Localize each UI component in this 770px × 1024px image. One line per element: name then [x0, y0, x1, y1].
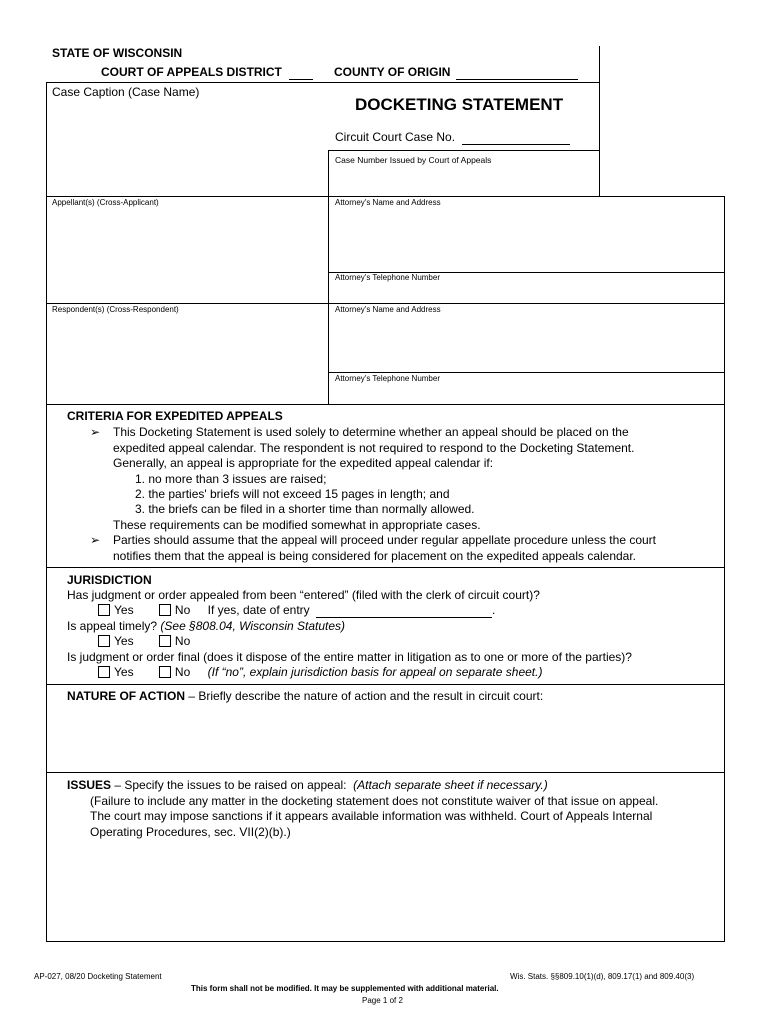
q1-yes-label: Yes	[114, 603, 134, 617]
q2-no-label: No	[174, 634, 191, 648]
respondent-phone-label: Attorney's Telephone Number	[335, 374, 440, 383]
statutes: Wis. Stats. §§809.10(1)(d), 809.17(1) and 809.40(3)	[510, 972, 695, 981]
appeals-case-field[interactable]	[330, 167, 598, 194]
issues-line4: Operating Procedures, sec. VII(2)(b).)	[90, 825, 291, 839]
nature-text: – Briefly describe the nature of action and the result in circuit court:	[185, 689, 544, 703]
criteria-heading: CRITERIA FOR EXPEDITED APPEALS	[67, 409, 283, 423]
circuit-case-field[interactable]	[462, 130, 570, 145]
state-label: STATE OF WISCONSIN	[52, 46, 183, 60]
appellant-phone-field[interactable]	[330, 284, 723, 302]
date-prompt: If yes, date of entry	[207, 603, 310, 617]
q2-yes-label: Yes	[114, 634, 134, 648]
district-row	[101, 65, 313, 80]
jurisdiction-q3-note: (If “no”, explain jurisdiction basis for appeal on separate sheet.)	[207, 665, 543, 679]
footer-notice: This form shall not be modified. It may be supplemented with additional material.	[191, 984, 499, 993]
q2-no-checkbox[interactable]	[159, 635, 171, 647]
jurisdiction-q3: Is judgment or order final (does it dispose of the entire matter in litigation as to one or more of the parties)?	[67, 650, 632, 664]
respondent-field[interactable]	[48, 317, 326, 403]
jurisdiction-q3-answers	[98, 665, 542, 679]
issues-field[interactable]	[48, 842, 723, 939]
jurisdiction-q1: Has judgment or order appealed from been “entered” (filed with the clerk of circuit court)?	[67, 588, 540, 602]
appellant-attorney-field[interactable]	[330, 210, 723, 270]
nature-heading: NATURE OF ACTION	[67, 689, 185, 703]
appeals-case-label: Case Number Issued by Court of Appeals	[335, 155, 492, 165]
nature-top	[46, 684, 725, 685]
issues-row	[67, 778, 548, 792]
district-label: COURT OF APPEALS DISTRICT	[101, 65, 282, 79]
case-caption-field[interactable]	[48, 102, 326, 194]
jurisdiction-q2: Is appeal timely?	[67, 619, 158, 633]
q3-yes-checkbox[interactable]	[98, 666, 110, 678]
right-border	[724, 196, 725, 942]
bullet-arrow-icon: ➢	[90, 425, 101, 439]
q1-no-label: No	[174, 603, 191, 617]
header-rule	[46, 82, 600, 83]
date-of-entry-field[interactable]	[316, 603, 492, 618]
form-id: AP-027, 08/20 Docketing Statement	[34, 972, 162, 981]
respondent-phone-field[interactable]	[330, 385, 723, 403]
page-title: DOCKETING STATEMENT	[355, 95, 564, 114]
respondent-attorney-label: Attorney's Name and Address	[335, 305, 441, 314]
criteria-top	[46, 404, 725, 405]
respondent-top	[46, 303, 725, 304]
appeals-case-top	[328, 150, 600, 151]
county-field[interactable]	[456, 65, 578, 80]
issues-line3: The court may impose sanctions if it appears available information was withheld. Court of Appeals Internal	[90, 809, 653, 823]
county-label: COUNTY OF ORIGIN	[334, 65, 451, 79]
jurisdiction-q1-answers	[98, 603, 495, 618]
q2-yes-checkbox[interactable]	[98, 635, 110, 647]
criteria-bullet1-line3: Generally, an appeal is appropriate for the expedited appeal calendar if:	[113, 456, 494, 470]
q3-no-label: No	[174, 665, 191, 679]
top-right-vertical	[599, 46, 600, 196]
circuit-case-label: Circuit Court Case No.	[335, 130, 456, 144]
appellant-label: Appellant(s) (Cross-Applicant)	[52, 198, 159, 207]
jurisdiction-heading: JURISDICTION	[67, 573, 152, 587]
q1-yes-checkbox[interactable]	[98, 604, 110, 616]
criteria-item-1: 1. no more than 3 issues are raised;	[135, 472, 327, 486]
jurisdiction-top	[46, 567, 725, 568]
district-field[interactable]	[289, 65, 313, 80]
jurisdiction-q2-row	[67, 619, 345, 633]
case-caption-label: Case Caption (Case Name)	[52, 85, 200, 99]
jurisdiction-q2-ref: (See §808.04, Wisconsin Statutes)	[160, 619, 346, 633]
bottom-border	[46, 941, 725, 942]
respondent-attorney-field[interactable]	[330, 317, 723, 370]
q3-yes-label: Yes	[114, 665, 134, 679]
county-row	[334, 65, 578, 80]
bullet-arrow-icon: ➢	[90, 533, 101, 547]
appellant-phone-label: Attorney's Telephone Number	[335, 273, 440, 282]
criteria-bullet2-line1: Parties should assume that the appeal will proceed under regular appellate procedure unless the court	[113, 533, 656, 547]
respondent-phone-rule	[328, 372, 725, 373]
criteria-bullet2-line2: notifies them that the appeal is being considered for placement on the expedited appeals calendar.	[113, 549, 637, 563]
issues-heading: ISSUES	[67, 778, 112, 792]
criteria-bullet1-line2: expedited appeal calendar. The respondent is not required to respond to the Docketing Statement.	[113, 441, 635, 455]
issues-top	[46, 772, 725, 773]
left-border	[46, 82, 47, 942]
nature-field[interactable]	[48, 706, 723, 770]
jurisdiction-q2-answers	[98, 634, 190, 648]
caption-divider	[328, 150, 329, 404]
issues-note: (Attach separate sheet if necessary.)	[353, 778, 548, 792]
date-period: .	[492, 603, 496, 617]
page-number: Page 1 of 2	[362, 996, 403, 1005]
circuit-case-row	[335, 130, 570, 145]
criteria-modify-note: These requirements can be modified somewhat in appropriate cases.	[113, 518, 481, 532]
respondent-label: Respondent(s) (Cross-Respondent)	[52, 305, 179, 314]
q3-no-checkbox[interactable]	[159, 666, 171, 678]
criteria-item-2: 2. the parties' briefs will not exceed 15 pages in length; and	[135, 487, 450, 501]
q1-no-checkbox[interactable]	[159, 604, 171, 616]
criteria-bullet1-line1: This Docketing Statement is used solely to determine whether an appeal should be placed on the	[113, 425, 629, 439]
parties-top	[46, 196, 725, 197]
issues-line2: (Failure to include any matter in the docketing statement does not constitute waiver of that issue on appeal.	[90, 794, 659, 808]
appellant-field[interactable]	[48, 210, 326, 302]
appellant-attorney-label: Attorney's Name and Address	[335, 198, 441, 207]
issues-text: – Specify the issues to be raised on appeal:	[111, 778, 354, 792]
nature-row	[67, 689, 543, 703]
criteria-item-3: 3. the briefs can be filed in a shorter time than normally allowed.	[135, 502, 475, 516]
